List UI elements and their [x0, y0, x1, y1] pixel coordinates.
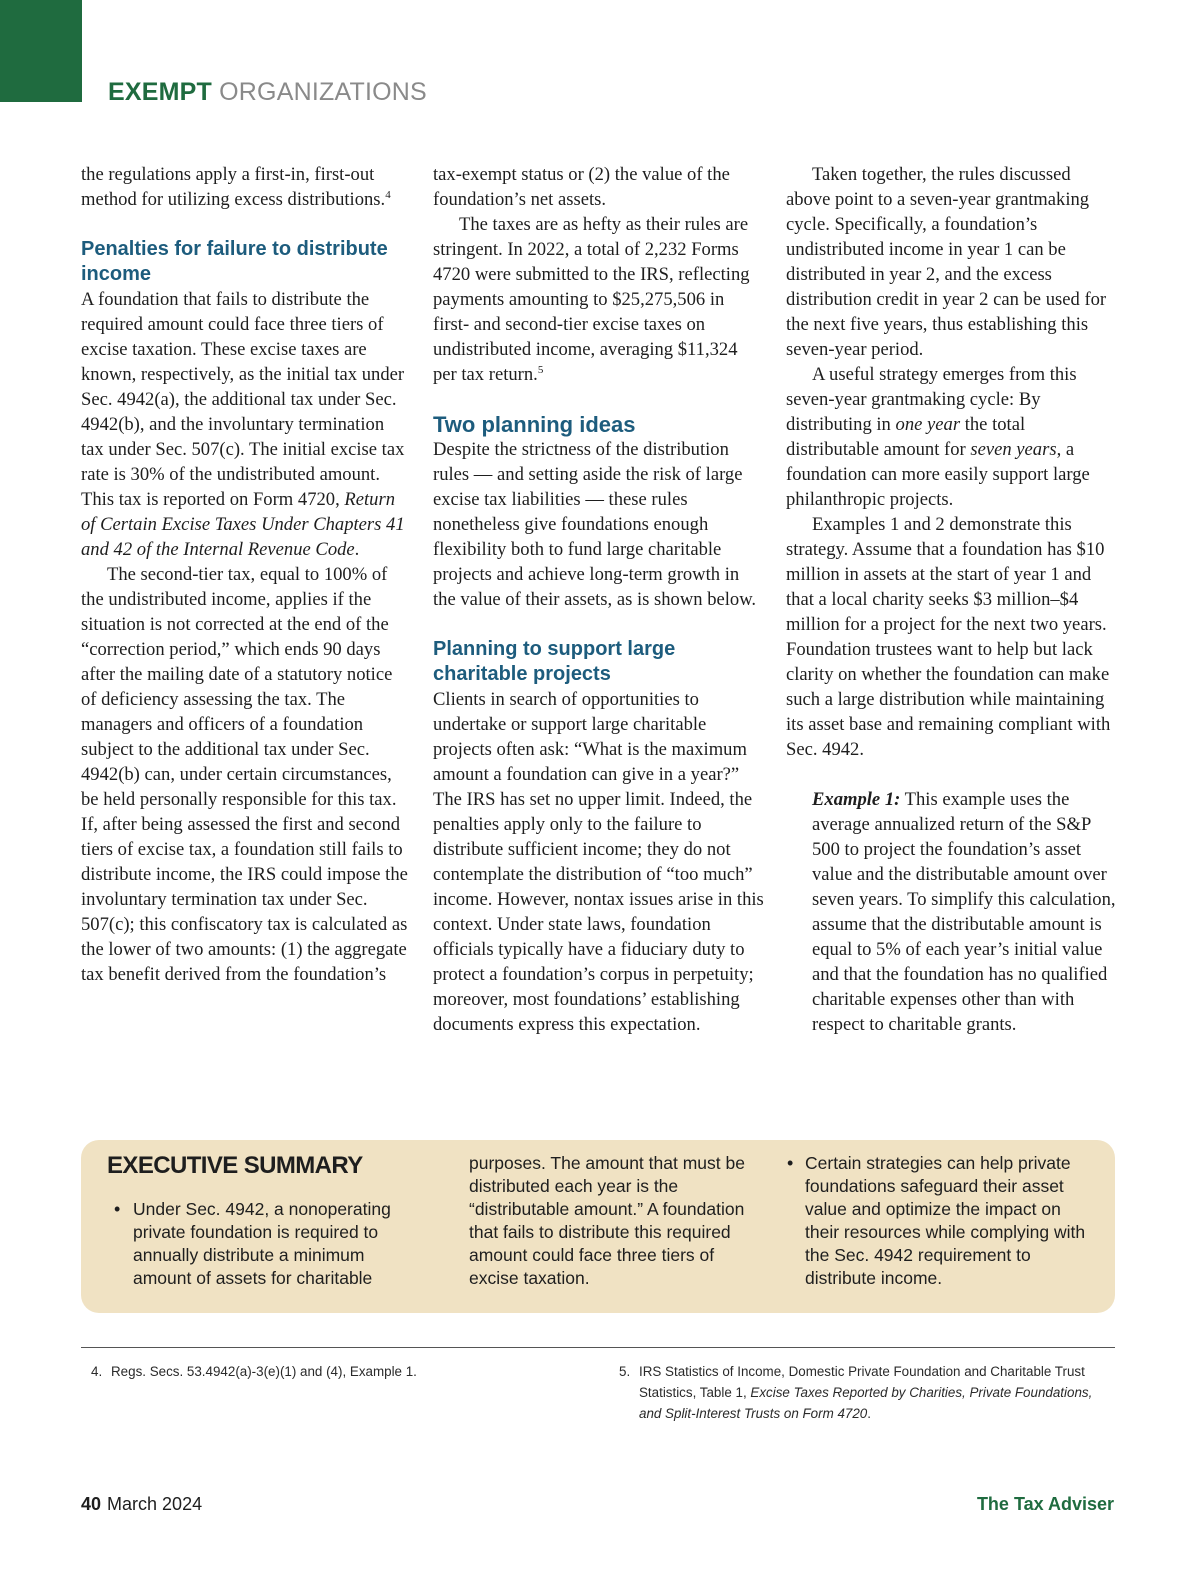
page-number: 40: [81, 1494, 102, 1514]
paragraph: Taken together, the rules discussed above point to a seven-year grantmaking cycle. Specifically, a foundation’s undistributed income in year 1 can be distributed in year 2, and the excess distribution credit in year 2 can be used for the next five years, thus establishing this seven-year period.: [786, 164, 1107, 360]
footnote-ref[interactable]: 4: [385, 188, 391, 201]
bullet-icon: •: [787, 1153, 794, 1173]
article-column-3: [786, 162, 1116, 1037]
subheading-penalties: Penalties for failure to distribute income: [81, 238, 388, 285]
paragraph: The taxes are as hefty as their rules are stringent. In 2022, a total of 2,232 Forms 4720 were submitted to the IRS, reflecting payments amounting to $25,275,506 in first- and second-tier excise taxes on undistributed income, averaging $11,324 per tax return.$^5$: [433, 214, 750, 385]
paragraph: The second-tier tax, equal to 100% of the undistributed income, applies if the situation is not corrected at the end of the “correction period,” which ends 90 days after the mailing date of a statutory notice of deficiency assessing the tax. The managers and officers of a foundation subject to the additional tax under Sec. 4942(b) can, under certain circumstances, be held personally responsible for this tax. If, after being assessed the first and second tiers of excise tax, a foundation still fails to distribute income, the IRS could impose the involuntary termination tax under Sec. 507(c); this confiscatory tax is calculated as the lower of two amounts: (1) the aggregate tax benefit derived from the foundation’s: [81, 564, 408, 985]
example-label: Example 1:: [812, 789, 901, 810]
form-title: Return of Certain Excise Taxes Under Chapters 41 and 42 of the Internal Revenue Code: [81, 489, 405, 560]
paragraph: A useful strategy emerges from this seven-year grantmaking cycle: By distributing in one year the total distributable amount for seven years, a foundation can more easily support large philanthropic projects.: [786, 364, 1090, 510]
section-header: [108, 78, 427, 107]
summary-bullet-2: Certain strategies can help private foundations safeguard their asset value and optimize the impact on their resources while complying with the Sec. 4942 requirement to distribute income.: [805, 1153, 1086, 1288]
footnote-ref[interactable]: 5: [537, 363, 544, 376]
summary-bullet-1: Under Sec. 4942, a nonoperating private foundation is required to annually distribute a minimum amount of assets for charitable: [133, 1199, 391, 1288]
subheading-large-projects: Planning to support large charitable projects: [433, 638, 676, 685]
paragraph: A foundation that fails to distribute the required amount could face three tiers of excise taxation. These excise taxes are known, respectively, as the initial tax under Sec. 4942(a), the additional tax under Sec. 4942(b), and the involuntary termination tax under Sec. 507(c). The initial excise tax rate is 30% of the undistributed amount. This tax is reported on Form 4720, Return of Certain Excise Taxes Under Chapters 41 and 42 of the Internal Revenue Code.: [81, 289, 405, 560]
executive-summary-title: EXECUTIVE SUMMARY: [107, 1152, 363, 1179]
section-header-light: ORGANIZATIONS: [219, 78, 427, 106]
article-column-2: [433, 162, 765, 1037]
summary-bullet-1-continued: purposes. The amount that must be distributed each year is the “distributable amount.” A foundation that fails to distribute this required amount could face three tiers of excise taxation.: [469, 1153, 745, 1288]
paragraph: Clients in search of opportunities to undertake or support large charitable projects often ask: “What is the maximum amount a foundation can give in a year?” The IRS has set no upper limit. Indeed, the penalties apply only to the failure to distribute sufficient income; they do not contemplate the distribution of “too much” income. However, nontax issues arise in this context. Under state laws, foundation officials typically have a fiduciary duty to protect a foundation’s corpus in perpetuity; moreover, most foundations’ establishing documents express this expectation.: [433, 689, 764, 1035]
paragraph: Examples 1 and 2 demonstrate this strategy. Assume that a foundation has $10 million in assets at the start of year 1 and that a local charity seeks $3 million–$4 million for a project for the next two years. Foundation trustees want to help but lack clarity on whether the foundation can make such a large distribution while maintaining its asset base and remaining compliant with Sec. 4942.: [786, 514, 1111, 760]
article-column-1: [81, 162, 411, 987]
section-header-bold: EXEMPT: [108, 78, 212, 106]
bullet-icon: •: [114, 1199, 121, 1219]
example-1: Example 1: This example uses the average annualized return of the S&P 500 to project the foundation’s asset value and the distributable amount over seven years. To simplify this calculation, assume that the distributable amount is equal to 5% of each year’s initial value and that the foundation has no qualified charitable expenses other than with respect to charitable grants.: [812, 789, 1116, 1035]
subheading-planning-ideas: Two planning ideas: [433, 412, 636, 437]
publication-name: The Tax Adviser: [976, 1494, 1114, 1514]
section-color-tab: [0, 0, 82, 102]
footnote-divider: [81, 1347, 1115, 1348]
paragraph: tax-exempt status or (2) the value of the foundation’s net assets.: [433, 164, 730, 210]
page-footer: [81, 1494, 202, 1515]
paragraph: Despite the strictness of the distribution rules — and setting aside the risk of large excise tax liabilities — these rules nonetheless give foundations enough flexibility both to fund large charitable projects and achieve long-term growth in the value of their assets, as is shown below.: [433, 439, 757, 610]
executive-summary-box: [81, 1140, 1115, 1313]
paragraph: the regulations apply a first-in, first-out method for utilizing excess distributions.$^4$: [81, 164, 391, 210]
issue-date: March 2024: [107, 1494, 203, 1514]
